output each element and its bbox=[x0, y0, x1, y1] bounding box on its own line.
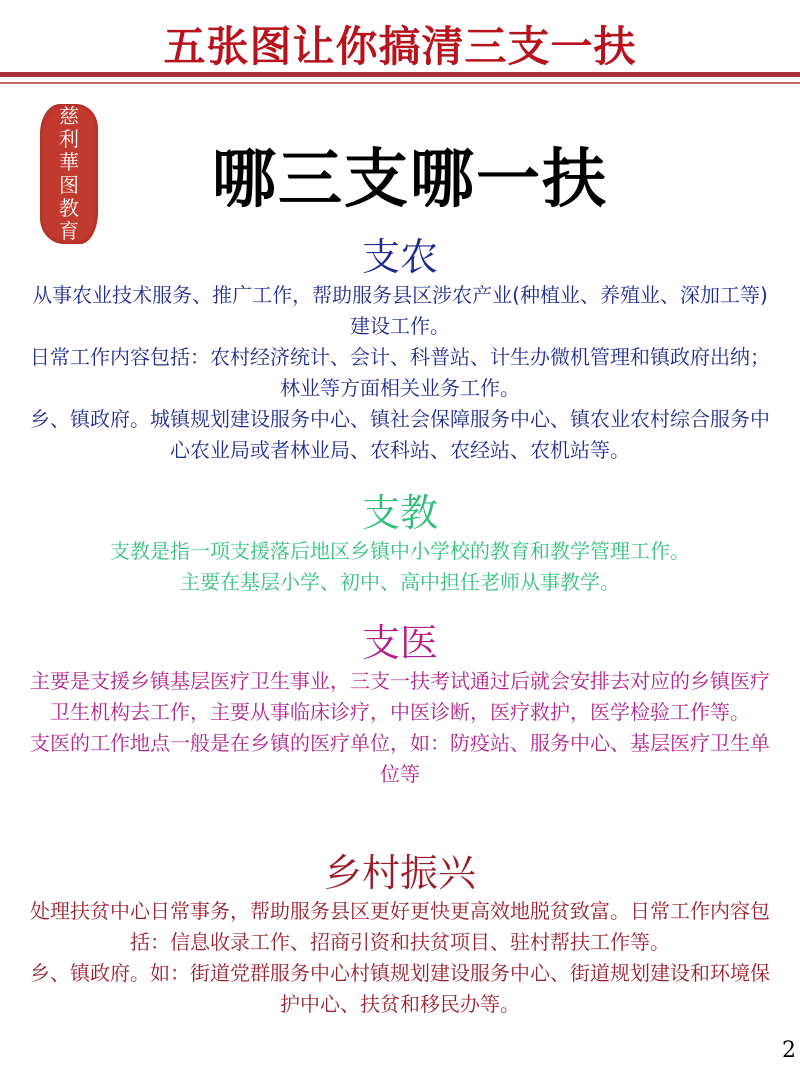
section-xiangcun-zhenxing bbox=[30, 850, 770, 1020]
seal-char: 图 bbox=[59, 173, 79, 197]
section-paragraph: 处理扶贫中心日常事务，帮助服务县区更好更快更高效地脱贫致富。日常工作内容包括：信息收录工作、招商引资和扶贫项目、驻村帮扶工作等。 bbox=[30, 899, 770, 954]
header-divider bbox=[0, 72, 800, 77]
section-title: 支医 bbox=[361, 621, 438, 665]
section-zhijiao bbox=[30, 490, 770, 598]
section-title: 乡村振兴 bbox=[323, 851, 476, 895]
section-paragraph: 主要在基层小学、初中、高中担任老师从事教学。 bbox=[180, 570, 620, 594]
section-zhinong bbox=[30, 234, 770, 466]
section-paragraph: 支教是指一项支援落后地区乡镇中小学校的教育和教学管理工作。 bbox=[110, 539, 690, 563]
page-number: 2 bbox=[782, 1038, 796, 1063]
section-paragraph: 主要是支援乡镇基层医疗卫生事业，三支一扶考试通过后就会安排去对应的乡镇医疗卫生机构去工作，主要从事临床诊疗，中医诊断，医疗救护，医学检验工作等。 bbox=[30, 669, 770, 724]
seal-char: 利 bbox=[59, 127, 79, 151]
section-paragraph: 支医的工作地点一般是在乡镇的医疗单位，如：防疫站、服务中心、基层医疗卫生单位等 bbox=[30, 731, 770, 786]
section-paragraph: 从事农业技术服务、推广工作，帮助服务县区涉农产业(种植业、养殖业、深加工等)建设工作。 bbox=[32, 283, 768, 338]
seal-logo bbox=[40, 104, 98, 244]
seal-char: 教 bbox=[59, 196, 79, 220]
page-header-title: 五张图让你搞清三支一扶 bbox=[163, 22, 637, 71]
page-header bbox=[0, 0, 800, 92]
section-title: 支教 bbox=[361, 491, 438, 535]
seal-char: 慈 bbox=[59, 104, 79, 128]
seal-char: 育 bbox=[59, 219, 79, 243]
section-paragraph: 日常工作内容包括：农村经济统计、会计、科普站、计生办微机管理和镇政府出纳；林业等方面相关业务工作。 bbox=[30, 345, 770, 400]
seal-char: 華 bbox=[59, 150, 79, 174]
section-title: 支农 bbox=[361, 235, 438, 279]
header-divider-thin bbox=[0, 82, 800, 84]
main-title: 哪三支哪一扶 bbox=[212, 143, 608, 217]
section-paragraph: 乡、镇政府。如：街道党群服务中心村镇规划建设服务中心、街道规划建设和环境保护中心、扶贫和移民办等。 bbox=[30, 961, 770, 1016]
section-zhiyi bbox=[30, 620, 770, 790]
section-paragraph: 乡、镇政府。城镇规划建设服务中心、镇社会保障服务中心、镇农业农村综合服务中心农业局或者林业局、农科站、农经站、农机站等。 bbox=[30, 407, 770, 462]
